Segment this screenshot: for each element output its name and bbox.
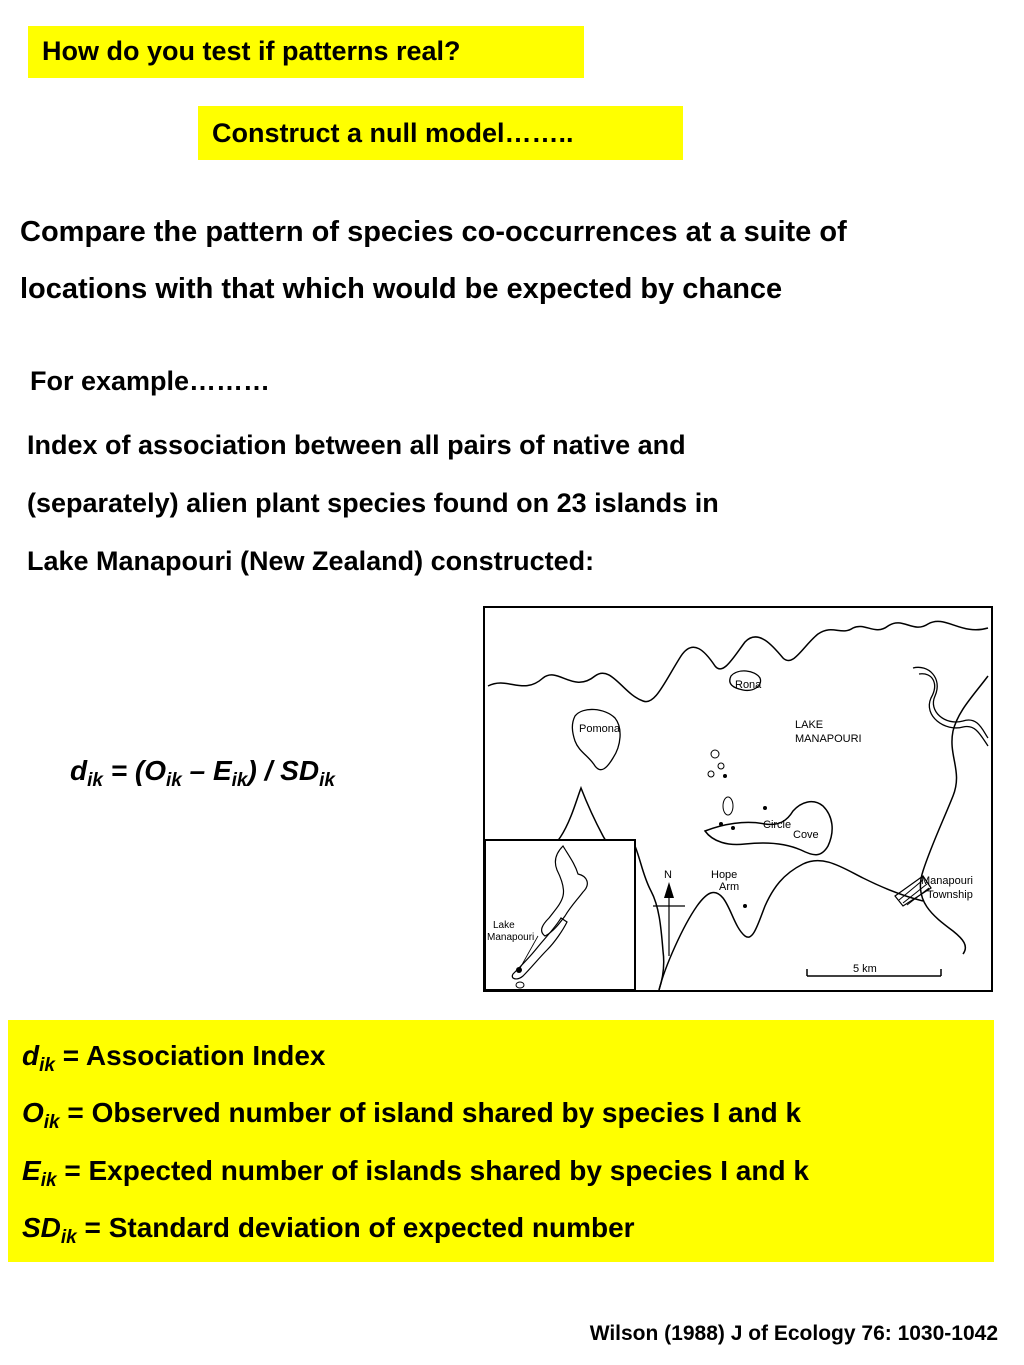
- label-hope: Hope: [711, 869, 738, 881]
- label-lake-2: MANAPOURI: [795, 733, 862, 745]
- def-d-sub: ik: [39, 1055, 55, 1076]
- def-e-sub: ik: [40, 1170, 57, 1191]
- slide-title: How do you test if patterns real?: [42, 36, 461, 66]
- def-sd-text: Standard deviation of expected number: [108, 1212, 635, 1243]
- label-lake-1: LAKE: [795, 719, 824, 731]
- def-sd-sub: ik: [60, 1227, 77, 1248]
- def-sd-eq: =: [76, 1212, 109, 1243]
- label-north: N: [664, 869, 672, 881]
- label-scale: 5 km: [853, 963, 877, 975]
- new-zealand-inset: [485, 840, 635, 990]
- label-inset-2: Manapouri: [487, 932, 535, 943]
- example-line-2: (separately) alien plant species found on 23 islands in: [27, 488, 719, 518]
- label-inset-1: Lake: [493, 920, 515, 931]
- label-circle: Circle: [763, 819, 792, 831]
- example-heading: For example………: [30, 366, 271, 396]
- definition-o: [22, 1097, 802, 1133]
- formula-d-sub: ik: [87, 770, 103, 791]
- formula-e-sub: ik: [231, 770, 248, 791]
- example-line-3: Lake Manapouri (New Zealand) constructed:: [27, 546, 595, 576]
- formula-open: = (O: [102, 755, 166, 786]
- definition-d: [22, 1040, 326, 1076]
- def-e-sym: E: [22, 1155, 41, 1186]
- lake-manapouri-map: [483, 606, 993, 992]
- label-township-1: Manapouri: [921, 875, 973, 887]
- def-d-text: Association Index: [85, 1040, 326, 1071]
- slide-subtitle: Construct a null model……..: [212, 118, 574, 148]
- def-sd-sym: SD: [22, 1212, 61, 1243]
- def-o-text: Observed number of island shared by species I and k: [91, 1097, 802, 1128]
- example-line-1: Index of association between all pairs of native and: [27, 430, 686, 460]
- formula-d: d: [70, 755, 88, 786]
- def-d-eq: =: [54, 1040, 86, 1071]
- formula-o-sub: ik: [165, 770, 182, 791]
- definition-e: [22, 1155, 809, 1191]
- intro-line-2: locations with that which would be expected by chance: [20, 273, 783, 305]
- def-o-eq: =: [59, 1097, 92, 1128]
- label-township-2: Township: [927, 889, 973, 901]
- def-o-sym: O: [22, 1097, 44, 1128]
- label-rona: Rona: [735, 679, 762, 691]
- formula-sd-sub: ik: [319, 770, 335, 791]
- formula-minus: – E: [181, 755, 232, 786]
- def-e-eq: =: [56, 1155, 89, 1186]
- formula-close: ) / SD: [247, 755, 320, 786]
- intro-line-1: Compare the pattern of species co-occurrences at a suite of: [20, 216, 847, 248]
- def-d-sym: d: [22, 1040, 40, 1071]
- label-cove: Cove: [793, 829, 819, 841]
- association-formula: [70, 755, 335, 791]
- label-arm: Arm: [719, 881, 740, 893]
- label-pomona: Pomona: [579, 723, 620, 735]
- citation: Wilson (1988) J of Ecology 76: 1030-1042: [589, 1322, 998, 1345]
- def-o-sub: ik: [43, 1112, 60, 1133]
- def-e-text: Expected number of islands shared by species I and k: [88, 1155, 809, 1186]
- definition-sd: [22, 1212, 635, 1248]
